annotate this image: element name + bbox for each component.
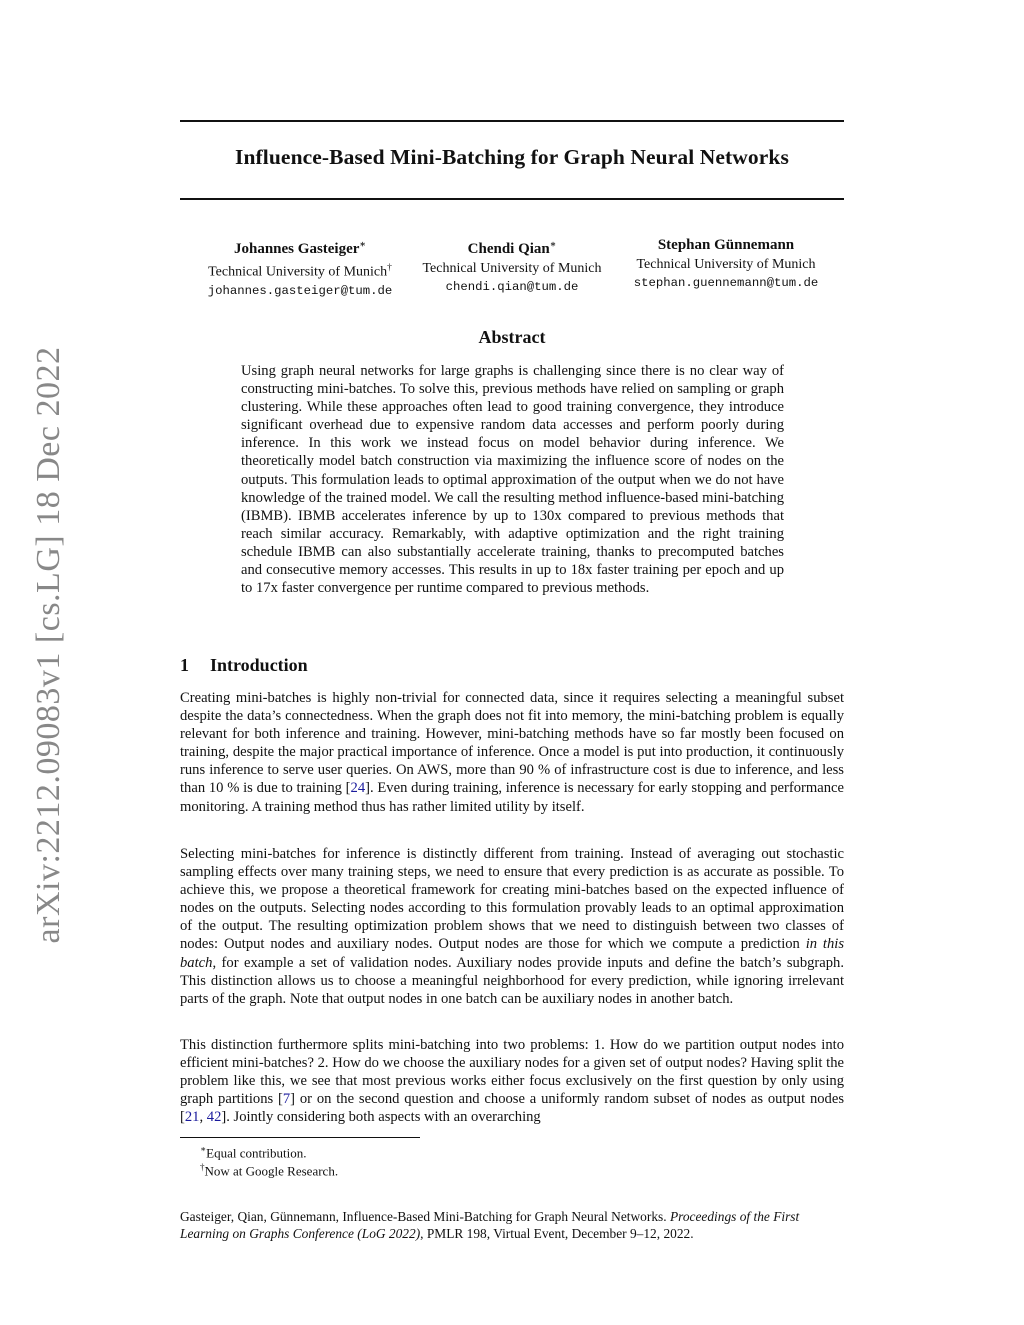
intro-paragraph-2: Selecting mini-batches for inference is distinctly different from training. Instead of averaging out stochastic sampling effects over many training steps, we need to ensure that every prediction is as accurate as possible. To achieve this, we propose a theoretical framework for creating mini-batches based on the expected influence of nodes on the outputs. Selecting nodes according to this formulation provably leads to an optimal approximation of the output. The resulting optimization problem shows that we need to distinguish between two classes of nodes: Output nodes and auxiliary nodes. Output nodes are those for which we compute a prediction in this batch, for example a set of validation nodes. Auxiliary nodes provide inputs and define the batch’s subgraph. This distinction allows us to choose a meaningful neighborhood for every prediction, while ignoring irrelevant parts of the graph. Note that output nodes in one batch can be auxiliary nodes in another batch. — [180, 846, 845, 1007]
title-rule-top — [180, 120, 844, 122]
section-title: Introduction — [210, 655, 308, 675]
intro-paragraph-3: This distinction furthermore splits mini-batching into two problems: 1. How do we partition output nodes into efficient mini-batches? 2. How do we choose the auxiliary nodes for a given set of output nodes? Having split the problem like this, we see that most previous works either focus exclusively on the first question by only using graph partitions [7] or on the second question and choose a uniformly random subset of nodes as output nodes [21, 42]. Jointly considering both aspects with an overarching — [180, 1037, 844, 1126]
footnote-1: ∗Equal contribution. — [200, 1144, 307, 1161]
paper-title: Influence-Based Mini-Batching for Graph Neural Networks — [235, 145, 789, 169]
footnote-2: †Now at Google Research. — [200, 1162, 339, 1179]
citation-link[interactable]: 7 — [282, 1091, 291, 1108]
citation-link[interactable]: 42 — [206, 1109, 222, 1126]
author-email[interactable]: johannes.gasteiger@tum.de — [207, 283, 393, 298]
section-heading — [180, 655, 308, 676]
affiliation-mark: † — [387, 263, 392, 273]
author-affiliation: Technical University of Munich — [208, 264, 388, 280]
author-name: Stephan Günnemann — [657, 237, 795, 253]
author-email[interactable]: stephan.guennemann@tum.de — [633, 276, 819, 290]
author-affiliation: Technical University of Munich — [636, 257, 816, 272]
section-number: 1 — [180, 655, 189, 675]
author-mark: ∗ — [359, 240, 366, 250]
citation-link[interactable]: 21 — [184, 1109, 200, 1126]
author-name: Johannes Gasteiger — [234, 241, 360, 257]
footnote-mark: † — [200, 1162, 205, 1172]
emphasis: in this batch — [180, 936, 845, 971]
author-mark: ∗ — [549, 240, 557, 250]
footnote-rule — [180, 1137, 420, 1138]
intro-paragraph-1: Creating mini-batches is highly non-trivial for connected data, since it requires selecting a meaningful subset despite the data’s connectedness. When the graph does not fit into memory, the mini-batching problem is equally relevant for both inference and training. However, mini-batching methods have so far mostly been focused on training, despite the major practical importance of inference. Once a model is put into production, it continuously runs inference to serve user queries. On AWS, more than 90 % of infrastructure cost is due to inference, and less than 10 % is due to training [24]. Even during training, inference is necessary for early stopping and performance monitoring. A training method thus has rather limited utility by itself. — [180, 690, 844, 815]
arxiv-stamp: arXiv:2212.09083v1 [cs.LG] 18 Dec 2022 — [30, 346, 67, 944]
conference-citation: Gasteiger, Qian, Günnemann, Influence-Based Mini-Batching for Graph Neural Networks. Proceedings of the First Learning on Graphs Conference (LoG 2022), PMLR 198, Virtual Event, December 9–12, 2022. — [180, 1209, 800, 1241]
author-block-3 — [601, 236, 851, 293]
author-affiliation: Technical University of Munich — [422, 261, 602, 276]
citation-link[interactable]: 24 — [350, 780, 366, 797]
author-email[interactable]: chendi.qian@tum.de — [445, 280, 579, 294]
abstract-text: Using graph neural networks for large graphs is challenging since there is no clear way of constructing mini-batches. To solve this, previous methods have relied on sampling or graph clustering. While these approaches often lead to good training convergence, they introduce significant overhead due to expensive random data accesses and perform poorly during inference. In this work we instead focus on model behavior during inference. We theoretically model batch construction via maximizing the influence score of nodes on the outputs. This formulation leads to optimal approximation of the output when we do not have knowledge of the trained model. We call the resulting method influence-based mini-batching (IBMB). IBMB accelerates inference by up to 130x compared to previous methods that reach similar accuracy. Remarkably, with adaptive optimization and the right training schedule IBMB can also substantially accelerate training, thanks to precomputed batches and consecutive memory accesses. This results in up to 18x faster training per epoch and up to 17x faster convergence per runtime compared to previous methods. — [241, 363, 784, 597]
footnote-mark: ∗ — [200, 1144, 207, 1154]
author-name: Chendi Qian — [467, 241, 550, 257]
abstract-heading: Abstract — [478, 327, 546, 347]
author-block-2 — [387, 236, 637, 297]
title-rule-bottom — [180, 198, 844, 200]
